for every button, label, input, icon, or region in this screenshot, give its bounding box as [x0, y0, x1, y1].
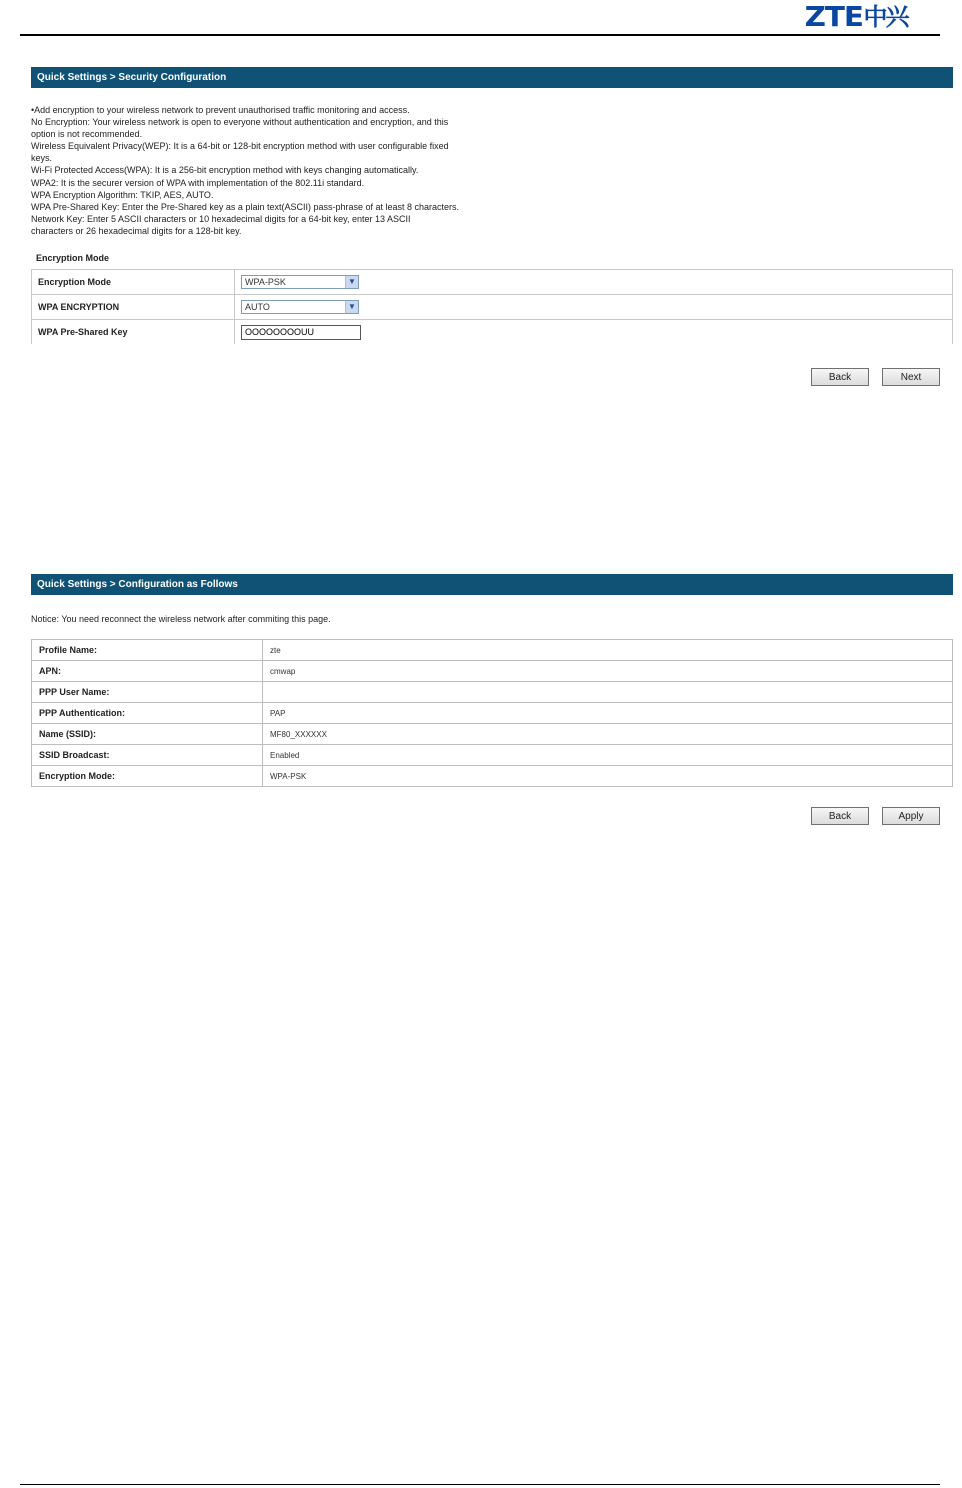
help-line: Wi-Fi Protected Access(WPA): It is a 256-bit encryption method with keys changing automatically. — [31, 165, 419, 176]
reconnect-notice: Notice: You need reconnect the wireless network after commiting this page. — [31, 614, 331, 624]
help-line: •Add encryption to your wireless network to prevent unauthorised traffic monitoring and access. — [31, 105, 410, 115]
help-line: characters or 26 hexadecimal digits for a 128-bit key. — [31, 225, 242, 236]
table-row — [32, 640, 953, 661]
summary-label: APN: — [32, 661, 263, 682]
encryption-mode-value: WPA-PSK — [245, 277, 286, 287]
summary-value: WPA-PSK — [263, 766, 953, 787]
apply-button[interactable]: Apply — [882, 807, 940, 825]
help-line: WPA Pre-Shared Key: Enter the Pre-Shared key as a plain text(ASCII) pass-phrase of at least 8 characters. — [31, 201, 460, 212]
form-row-pre-shared-key — [32, 320, 953, 345]
summary-table — [31, 639, 953, 787]
pre-shared-key-label: WPA Pre-Shared Key — [32, 320, 235, 345]
form-row-encryption-mode — [32, 270, 953, 295]
table-row — [32, 661, 953, 682]
logo-cjk-text: 中兴 — [863, 3, 908, 31]
next-button[interactable]: Next — [882, 368, 940, 386]
form-row-wpa-encryption — [32, 295, 953, 320]
footer-rule — [20, 1484, 940, 1485]
help-line: WPA Encryption Algorithm: TKIP, AES, AUTO. — [31, 189, 214, 200]
pre-shared-key-cell — [235, 320, 953, 345]
summary-panel-header — [31, 574, 953, 595]
summary-value: zte — [263, 640, 953, 661]
pre-shared-key-input[interactable]: OOOOOOOOUU — [241, 325, 361, 340]
logo-latin-text: ZTE — [804, 0, 863, 33]
wpa-encryption-label: WPA ENCRYPTION — [32, 295, 235, 320]
summary-label: Name (SSID): — [32, 724, 263, 745]
security-back-button[interactable]: Back — [811, 368, 869, 386]
summary-label: Profile Name: — [32, 640, 263, 661]
security-breadcrumb: Quick Settings > Security Configuration — [37, 72, 227, 83]
help-line: Wireless Equivalent Privacy(WEP): It is a 64-bit or 128-bit encryption method with user configurable fixed — [31, 141, 449, 152]
summary-label: Encryption Mode: — [32, 766, 263, 787]
table-row — [32, 745, 953, 766]
encryption-mode-cell — [235, 270, 953, 295]
wpa-encryption-cell — [235, 295, 953, 320]
summary-label: PPP Authentication: — [32, 703, 263, 724]
summary-label: SSID Broadcast: — [32, 745, 263, 766]
header-rule — [20, 34, 940, 36]
wpa-encryption-value: AUTO — [245, 302, 270, 312]
security-form-table — [31, 269, 953, 344]
summary-value: cmwap — [263, 661, 953, 682]
table-row — [32, 703, 953, 724]
summary-breadcrumb: Quick Settings > Configuration as Follows — [37, 579, 238, 590]
summary-value: MF80_XXXXXX — [263, 724, 953, 745]
security-panel-header — [31, 67, 953, 88]
table-row — [32, 724, 953, 745]
chevron-down-icon[interactable]: ▼ — [345, 301, 358, 313]
summary-back-button[interactable]: Back — [811, 807, 869, 825]
summary-label: PPP User Name: — [32, 682, 263, 703]
encryption-mode-label: Encryption Mode — [32, 270, 235, 295]
chevron-down-icon[interactable]: ▼ — [345, 276, 358, 288]
table-row — [32, 682, 953, 703]
wpa-encryption-select[interactable] — [241, 300, 359, 314]
help-line: option is not recommended. — [31, 129, 143, 140]
encryption-section-title: Encryption Mode — [36, 253, 110, 263]
security-help-text — [31, 104, 531, 237]
zte-logo — [806, 0, 908, 32]
encryption-mode-select[interactable] — [241, 275, 359, 289]
help-line: keys. — [31, 153, 53, 164]
summary-value: Enabled — [263, 745, 953, 766]
summary-value: PAP — [263, 703, 953, 724]
help-line: No Encryption: Your wireless network is open to everyone without authentication and encryption, and this — [31, 117, 449, 128]
summary-value — [263, 682, 953, 703]
table-row — [32, 766, 953, 787]
help-line: Network Key: Enter 5 ASCII characters or 10 hexadecimal digits for a 64-bit key, enter 13 ASCII — [31, 213, 411, 224]
help-line: WPA2: It is the securer version of WPA with implementation of the 802.11i standard. — [31, 177, 365, 188]
